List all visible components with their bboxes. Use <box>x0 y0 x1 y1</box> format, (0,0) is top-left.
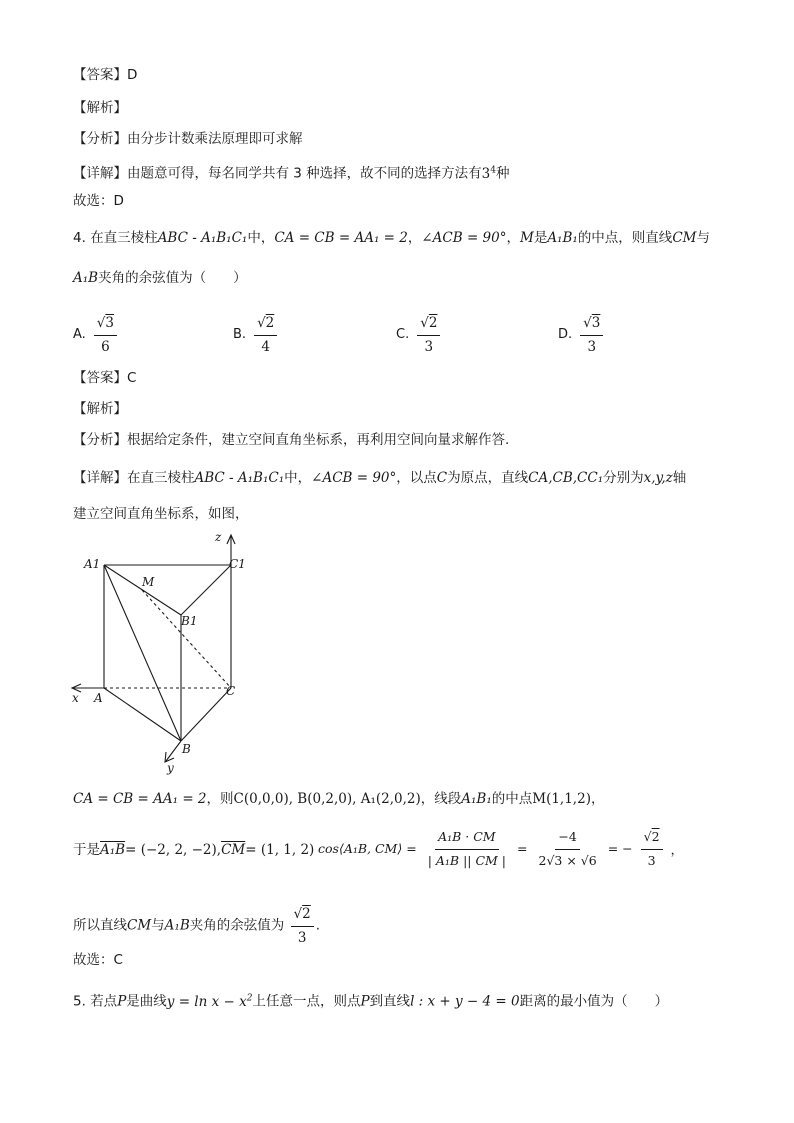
prism-figure <box>68 528 258 776</box>
q3-analysis-tag: 【解析】 <box>73 100 127 116</box>
label-m: M <box>142 575 155 589</box>
segment-c-m-hidden <box>142 590 231 688</box>
detail-text-end: 种 <box>496 165 510 182</box>
detail-power: $3^4$ <box>481 165 496 182</box>
label-c1: C1 <box>229 557 246 571</box>
option-d: D. $\frac{√3}{3}$ <box>558 312 605 357</box>
q4-number: 4. <box>73 230 86 246</box>
label-x: x <box>72 691 79 705</box>
label-b: B <box>182 742 191 756</box>
edge-b1-c1 <box>181 565 231 615</box>
fenxi-text: 由分步计数乘法原理即可求解 <box>127 131 303 147</box>
q4-stem-line2: A₁B夹角的余弦值为（ ） <box>73 270 247 286</box>
option-a: A. $\frac{√3}{6}$ <box>73 312 119 357</box>
label-a1: A1 <box>84 557 101 571</box>
line-equation: l : x + y − 4 = 0 <box>410 993 520 1010</box>
q3-choice: 故选：D <box>73 193 124 209</box>
q4-answer-line: 【答案】C <box>73 370 137 386</box>
option-c: C. $\frac{√2}{3}$ <box>396 312 442 357</box>
q4-analysis-tag: 【解析】 <box>73 401 127 417</box>
q4-conclusion-line: 所以直线CM与A₁B夹角的余弦值为 $\frac{√2}{3}$ . <box>73 903 320 948</box>
label-a: A <box>94 691 103 705</box>
q4-fenxi-line: 【分析】根据给定条件，建立空间直角坐标系，再利用空间向量求解作答. <box>73 432 510 448</box>
q4-choice: 故选：C <box>73 952 123 968</box>
q4-detail-line2: 建立空间直角坐标系，如图， <box>73 506 249 522</box>
q3-detail-line <box>73 160 510 184</box>
edge-b-c <box>181 688 231 741</box>
label-y: y <box>167 761 174 775</box>
q5-stem: 5. 若点P是曲线$y = \ln x - x^2$上任意一点，则点P到直线l : x + y − 4 = 0距离的最小值为（ ） <box>73 993 669 1010</box>
curve-equation: $y = \ln x - x^2$ <box>166 993 253 1010</box>
detail-text: 由题意可得，每名同学共有 3 种选择，故不同的选择方法有 <box>127 165 482 182</box>
q4-vector-line: 于是A₁B= (−2, 2, $-2),\overline{CM}= (1$, 1, 2) <box>73 842 315 858</box>
label-c: C <box>226 684 236 698</box>
q3-fenxi-line <box>73 129 303 149</box>
detail-tag: 【详解】 <box>73 165 127 182</box>
q4-coords-line: CA = CB = AA₁ = 2，则C(0,0,0), B(0,2,0), A₁(2,0,2)，线段A₁B₁的中点M(1,1,2)， <box>73 791 605 807</box>
label-z: z <box>215 530 222 544</box>
q4-cos-formula: cos⟨A₁B, CM⟩ = $\frac{\text{A₁B · CM}}{\text{| A₁B || CM |}}$ = $\frac{-4}{2√3 \times √6}$ = − $\frac{√2}{3}$ ， <box>318 826 683 871</box>
option-b: B. $\frac{√2}{4}$ <box>233 312 279 357</box>
q3-answer-line <box>73 65 137 85</box>
answer-value: D <box>127 67 138 83</box>
label-b1: B1 <box>181 614 198 628</box>
q5-number: 5. <box>73 993 86 1010</box>
answer-value: C <box>127 370 137 386</box>
fenxi-tag: 【分析】 <box>73 131 127 147</box>
q4-detail-line1: 【详解】在直三棱柱ABC - A₁B₁C₁中，∠ACB = 90°，以点C为原点，直线CA,CB,CC₁分别为x,y,z轴 <box>73 470 687 486</box>
q4-stem-line1: 4. 在直三棱柱ABC - A₁B₁C₁中，CA = CB = AA₁ = 2，∠ACB = 90°，M是A₁B₁的中点，则直线CM与 <box>73 230 710 246</box>
answer-tag: 【答案】 <box>73 67 127 83</box>
